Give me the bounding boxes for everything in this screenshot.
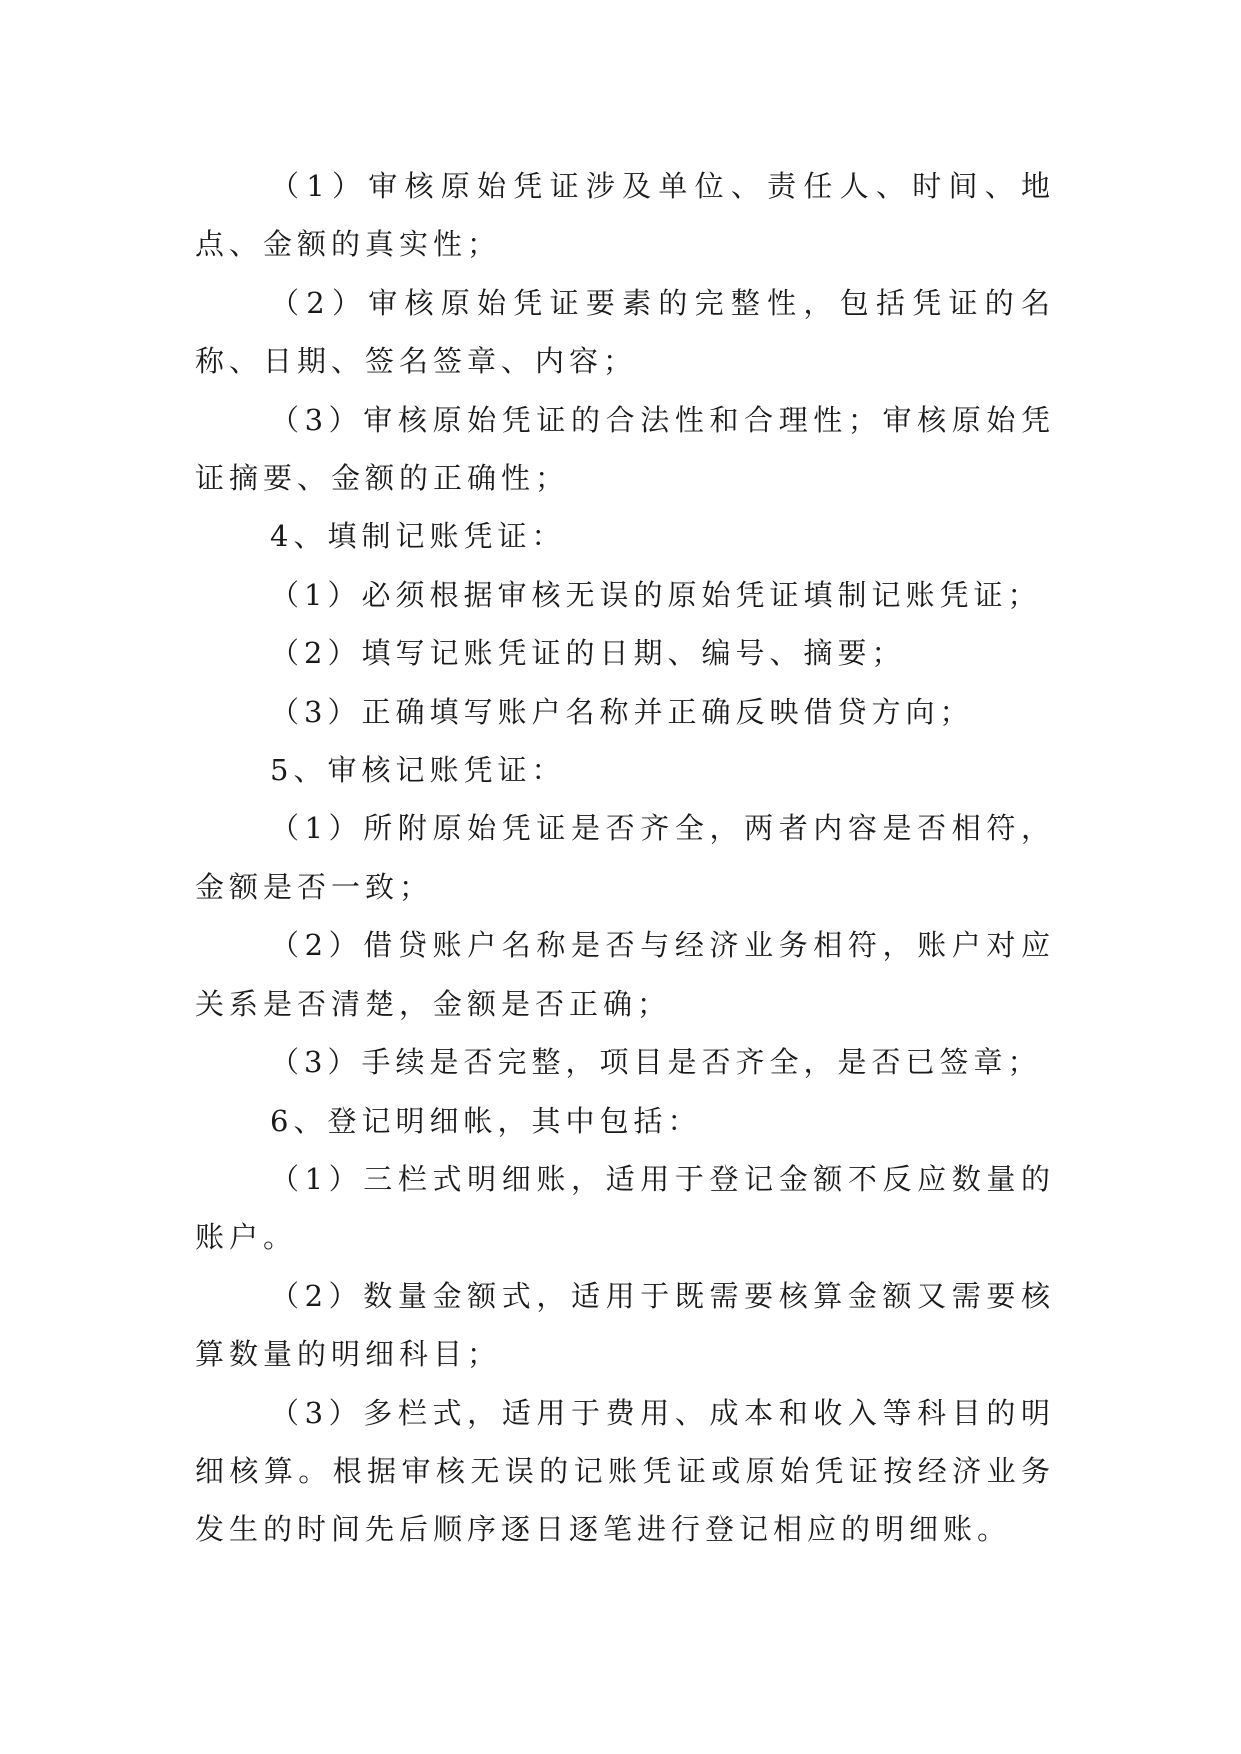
- paragraph-1-3-legality: （3）审核原始凭证的合法性和合理性；审核原始凭证摘要、金额的正确性；: [195, 402, 1055, 496]
- paragraph-4-2: （2）填写记账凭证的日期、编号、摘要；: [270, 636, 906, 671]
- paragraph-6-3: （3）多栏式，适用于费用、成本和收入等科目的明细核算。根据审核无误的记账凭证或原始凭证按经济业务发生的时间先后顺序逐日逐笔进行登记相应的明细账。: [195, 1395, 1055, 1547]
- heading-4-fill-voucher: 4、填制记账凭证：: [270, 519, 566, 554]
- paragraph-1-2-completeness: （2）审核原始凭证要素的完整性，包括凭证的名称、日期、签名签章、内容；: [195, 285, 1055, 379]
- heading-6-detail-ledger: 6、登记明细帐，其中包括：: [270, 1103, 702, 1138]
- paragraph-4-1: （1）必须根据审核无误的原始凭证填制记账凭证；: [270, 577, 1042, 612]
- paragraph-5-3: （3）手续是否完整，项目是否齐全，是否已签章；: [270, 1045, 1042, 1080]
- paragraph-5-1: （1）所附原始凭证是否齐全，两者内容是否相符，金额是否一致；: [195, 811, 1055, 904]
- paragraph-1-1-authenticity: （1）审核原始凭证涉及单位、责任人、时间、地点、金额的真实性；: [195, 169, 1055, 262]
- paragraph-5-2: （2）借贷账户名称是否与经济业务相符，账户对应关系是否清楚，金额是否正确；: [195, 928, 1055, 1021]
- paragraph-6-2: （2）数量金额式，适用于既需要核算金额又需要核算数量的明细科目；: [195, 1278, 1055, 1372]
- document-body: [195, 157, 1055, 1559]
- paragraph-6-1: （1）三栏式明细账，适用于登记金额不反应数量的账户。: [195, 1161, 1055, 1255]
- paragraph-4-3: （3）正确填写账户名称并正确反映借贷方向；: [270, 694, 974, 729]
- heading-5-review-voucher: 5、审核记账凭证：: [270, 753, 566, 788]
